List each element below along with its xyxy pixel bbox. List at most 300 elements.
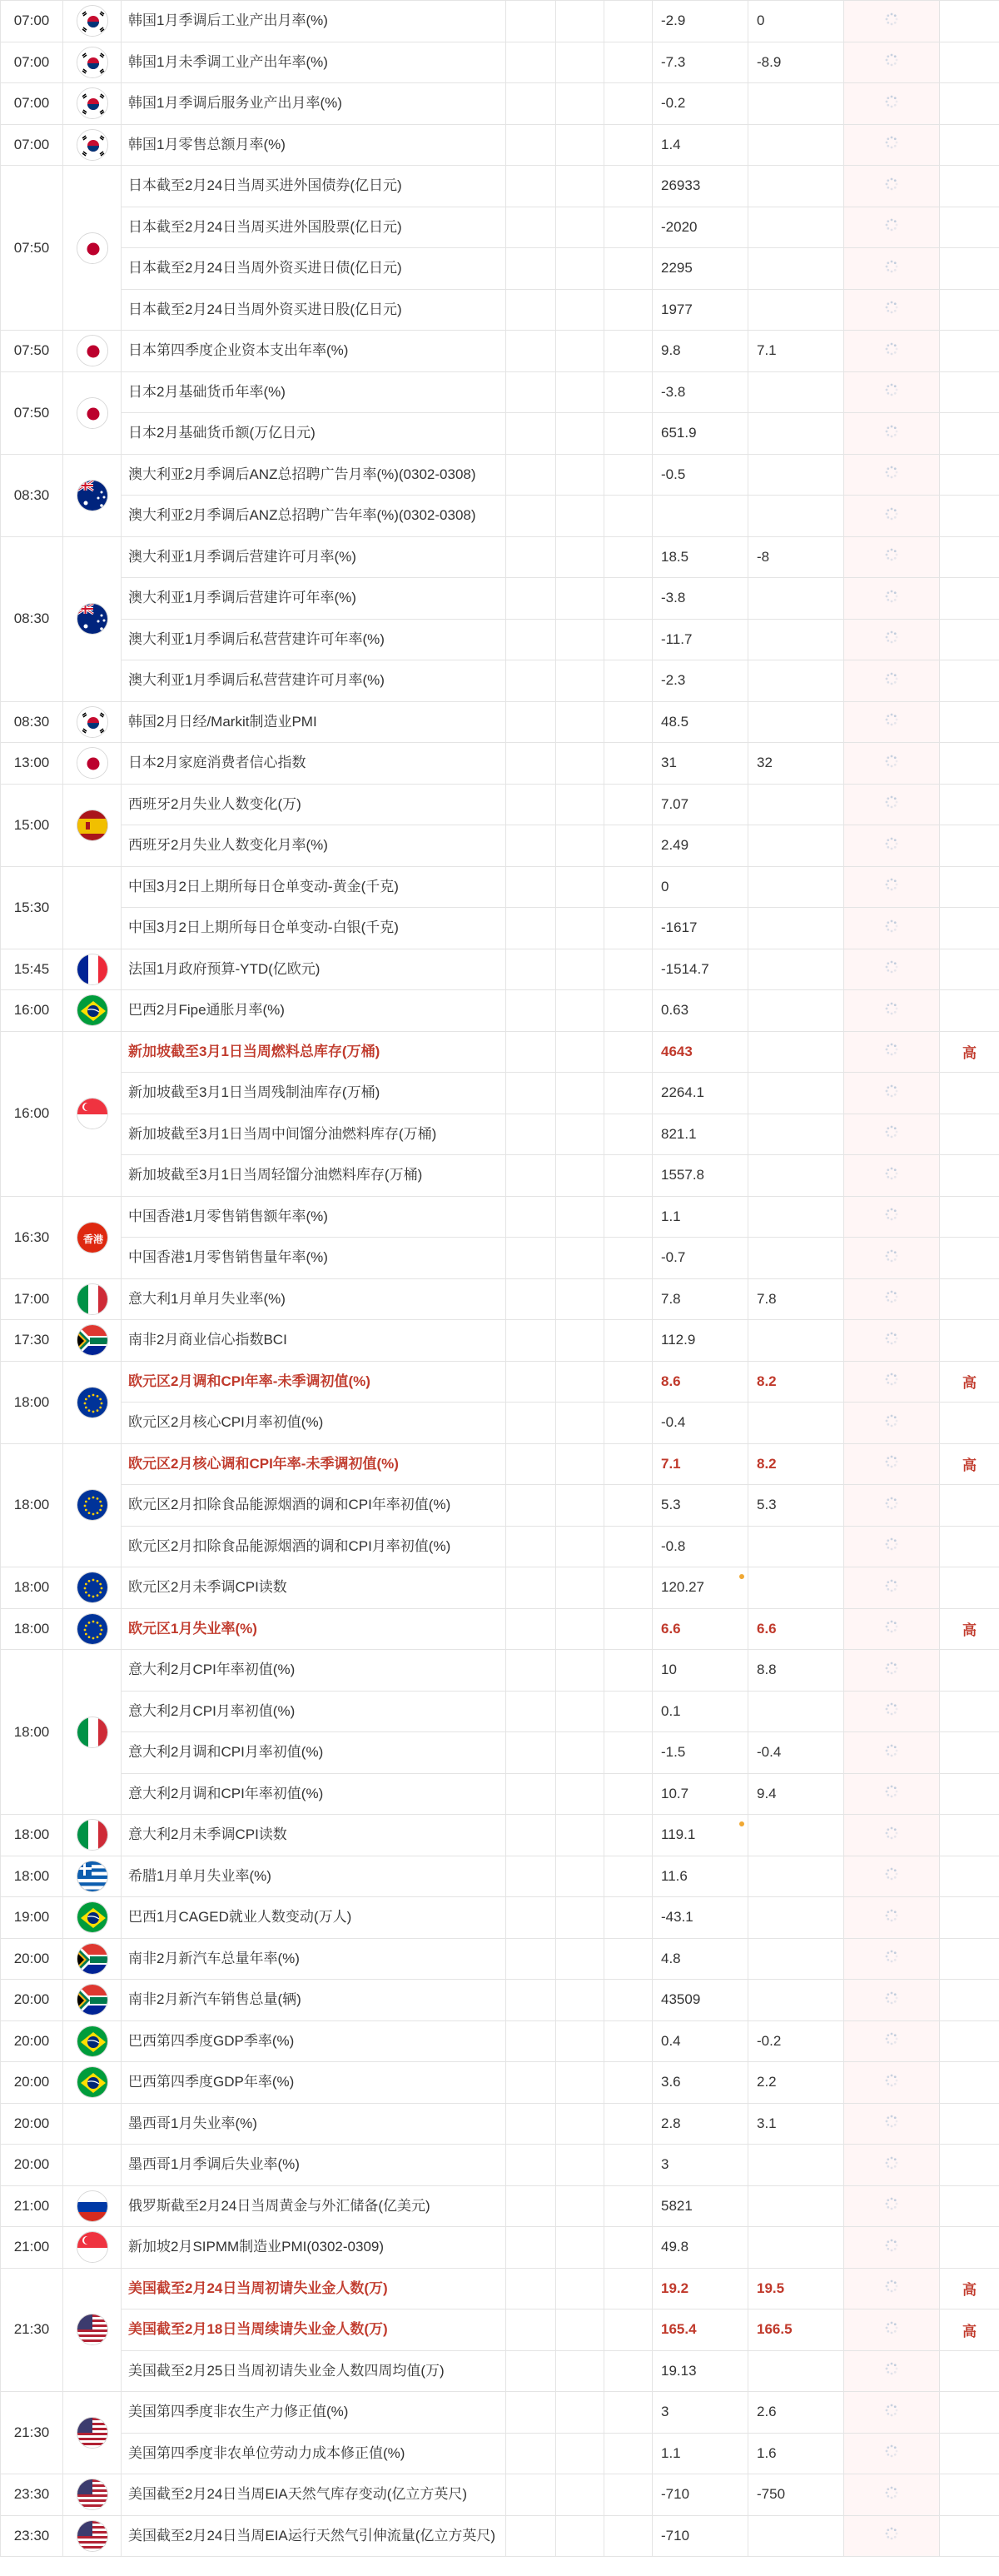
- status-cell: [506, 2392, 556, 2434]
- event-name[interactable]: 新加坡截至3月1日当周中间馏分油燃料库存(万桶): [122, 1114, 506, 1155]
- event-time: 20:00: [1, 2103, 63, 2145]
- status-cell: [506, 1073, 556, 1114]
- importance-badge: [940, 1773, 999, 1815]
- table-row: [1, 454, 999, 496]
- event-name[interactable]: 日本截至2月24日当周买进外国债券(亿日元): [122, 166, 506, 207]
- table-row: [1, 660, 999, 702]
- extra-cell: [556, 83, 604, 125]
- event-name[interactable]: 澳大利亚1月季调后营建许可月率(%): [122, 536, 506, 578]
- country-flag-cell: [63, 2020, 122, 2062]
- country-flag-cell: [63, 371, 122, 454]
- status-cell: [506, 1031, 556, 1073]
- event-name[interactable]: 欧元区2月调和CPI年率-未季调初值(%): [122, 1361, 506, 1403]
- prediction-cell[interactable]: [844, 83, 940, 125]
- event-name[interactable]: 意大利2月调和CPI月率初值(%): [122, 1732, 506, 1774]
- loading-spinner-icon: [883, 794, 900, 815]
- event-name[interactable]: 南非2月新汽车总量年率(%): [122, 1938, 506, 1980]
- event-name[interactable]: 韩国1月季调后服务业产出月率(%): [122, 83, 506, 125]
- prediction-cell[interactable]: [844, 1278, 940, 1320]
- prediction-cell[interactable]: [844, 2227, 940, 2269]
- prediction-cell[interactable]: [844, 166, 940, 207]
- prediction-cell[interactable]: [844, 1485, 940, 1527]
- previous-value: [653, 42, 748, 83]
- previous-value: [653, 166, 748, 207]
- previous-value-text: 651.9: [661, 425, 697, 441]
- event-name[interactable]: 中国香港1月零售销售额年率(%): [122, 1196, 506, 1238]
- extra-cell-2: [604, 42, 653, 83]
- prediction-cell[interactable]: [844, 2350, 940, 2392]
- prediction-cell[interactable]: [844, 1, 940, 42]
- loading-spinner-icon: [883, 1083, 900, 1104]
- previous-value-text: 7.07: [661, 795, 689, 812]
- importance-badge: [940, 1732, 999, 1774]
- prediction-cell[interactable]: [844, 2145, 940, 2186]
- status-cell: [506, 866, 556, 908]
- flag-united-states-icon: [77, 2520, 108, 2552]
- prediction-cell[interactable]: [844, 1608, 940, 1650]
- event-name[interactable]: 南非2月商业信心指数BCI: [122, 1320, 506, 1362]
- event-name[interactable]: 日本截至2月24日当周买进外国股票(亿日元): [122, 207, 506, 248]
- event-name[interactable]: 南非2月新汽车销售总量(辆): [122, 1980, 506, 2021]
- event-name[interactable]: 巴西1月CAGED就业人数变动(万人): [122, 1897, 506, 1939]
- forecast-value: 9.4: [748, 1773, 844, 1815]
- extra-cell: [556, 454, 604, 496]
- event-name[interactable]: 韩国1月未季调工业产出年率(%): [122, 42, 506, 83]
- extra-cell-2: [604, 207, 653, 248]
- previous-value: [653, 2185, 748, 2227]
- previous-value-text: -0.7: [661, 1249, 686, 1266]
- loading-spinner-icon: [883, 341, 900, 361]
- event-name[interactable]: 美国第四季度非农生产力修正值(%): [122, 2392, 506, 2434]
- extra-cell-2: [604, 1938, 653, 1980]
- forecast-value: [748, 496, 844, 537]
- event-name[interactable]: 西班牙2月失业人数变化(万): [122, 784, 506, 825]
- extra-cell: [556, 1238, 604, 1279]
- extra-cell: [556, 1485, 604, 1527]
- prediction-cell[interactable]: [844, 908, 940, 949]
- country-flag-cell: [63, 2145, 122, 2186]
- prediction-cell[interactable]: [844, 1114, 940, 1155]
- event-time: 21:00: [1, 2227, 63, 2269]
- prediction-cell[interactable]: [844, 2020, 940, 2062]
- importance-badge: [940, 536, 999, 578]
- previous-value-text: 112.9: [661, 1332, 696, 1348]
- country-flag-cell: [63, 1031, 122, 1196]
- loading-spinner-icon: [883, 1990, 900, 2010]
- flag-brazil-icon: [77, 2025, 108, 2057]
- previous-value: [653, 371, 748, 413]
- previous-value-text: 0.63: [661, 1002, 689, 1019]
- event-name[interactable]: 美国截至2月24日当周EIA运行天然气引伸流量(亿立方英尺): [122, 2515, 506, 2557]
- country-flag-cell: [63, 866, 122, 949]
- extra-cell-2: [604, 1815, 653, 1856]
- prediction-cell[interactable]: [844, 207, 940, 248]
- country-flag-cell: [63, 124, 122, 166]
- extra-cell-2: [604, 1856, 653, 1897]
- event-name[interactable]: 法国1月政府预算-YTD(亿欧元): [122, 949, 506, 990]
- previous-value: [653, 1485, 748, 1527]
- prediction-cell[interactable]: [844, 1980, 940, 2021]
- forecast-value: 6.6: [748, 1608, 844, 1650]
- status-cell: [506, 660, 556, 702]
- prediction-cell[interactable]: [844, 1443, 940, 1485]
- previous-value-text: 165.4: [661, 2321, 697, 2338]
- extra-cell: [556, 1938, 604, 1980]
- status-cell: [506, 2062, 556, 2104]
- prediction-cell[interactable]: [844, 42, 940, 83]
- loading-spinner-icon: [883, 1660, 900, 1681]
- status-cell: [506, 1980, 556, 2021]
- previous-value: [653, 1732, 748, 1774]
- status-cell: [506, 578, 556, 620]
- table-row: [1, 1031, 999, 1073]
- prediction-cell[interactable]: [844, 413, 940, 455]
- status-cell: [506, 1485, 556, 1527]
- prediction-cell[interactable]: [844, 949, 940, 990]
- extra-cell: [556, 660, 604, 702]
- status-cell: [506, 1155, 556, 1197]
- event-name[interactable]: 欧元区1月失业率(%): [122, 1608, 506, 1650]
- extra-cell: [556, 701, 604, 743]
- flag-eurozone-icon: [77, 1387, 108, 1418]
- flag-russia-icon: [77, 2190, 108, 2222]
- event-name[interactable]: 意大利2月调和CPI年率初值(%): [122, 1773, 506, 1815]
- event-name[interactable]: 美国截至2月25日当周初请失业金人数四周均值(万): [122, 2350, 506, 2392]
- prediction-cell[interactable]: [844, 536, 940, 578]
- prediction-cell[interactable]: [844, 1773, 940, 1815]
- prediction-cell[interactable]: [844, 1238, 940, 1279]
- forecast-value: [748, 1196, 844, 1238]
- prediction-cell[interactable]: [844, 1320, 940, 1362]
- prediction-cell[interactable]: [844, 1031, 940, 1073]
- event-name[interactable]: 美国截至2月24日当周EIA天然气库存变动(亿立方英尺): [122, 2474, 506, 2516]
- prediction-cell[interactable]: [844, 866, 940, 908]
- status-cell: [506, 2309, 556, 2351]
- previous-value-text: -2020: [661, 218, 698, 235]
- status-cell: [506, 743, 556, 785]
- prediction-cell[interactable]: [844, 1361, 940, 1403]
- status-cell: [506, 496, 556, 537]
- event-name[interactable]: 意大利1月单月失业率(%): [122, 1278, 506, 1320]
- prediction-cell[interactable]: [844, 990, 940, 1032]
- loading-spinner-icon: [883, 464, 900, 485]
- event-name[interactable]: 巴西2月Fipe通胀月率(%): [122, 990, 506, 1032]
- forecast-value: -750: [748, 2474, 844, 2516]
- previous-value: [653, 1403, 748, 1444]
- event-name[interactable]: 澳大利亚1月季调后营建许可年率(%): [122, 578, 506, 620]
- event-name[interactable]: 欧元区2月核心CPI月率初值(%): [122, 1403, 506, 1444]
- loading-spinner-icon: [883, 1825, 900, 1846]
- previous-value: [653, 1897, 748, 1939]
- previous-value: [653, 2103, 748, 2145]
- status-cell: [506, 331, 556, 372]
- loading-spinner-icon: [883, 1618, 900, 1639]
- prediction-cell[interactable]: [844, 1403, 940, 1444]
- forecast-value: [748, 2227, 844, 2269]
- country-flag-cell: [63, 2062, 122, 2104]
- event-time: 20:00: [1, 2145, 63, 2186]
- event-name[interactable]: 日本2月家庭消费者信心指数: [122, 743, 506, 785]
- extra-cell-2: [604, 1238, 653, 1279]
- status-cell: [506, 1567, 556, 1609]
- event-name[interactable]: 新加坡截至3月1日当周轻馏分油燃料库存(万桶): [122, 1155, 506, 1197]
- prediction-cell[interactable]: [844, 1856, 940, 1897]
- extra-cell-2: [604, 990, 653, 1032]
- previous-value-text: 2.8: [661, 2115, 681, 2131]
- extra-cell-2: [604, 949, 653, 990]
- importance-badge: [940, 207, 999, 248]
- loading-spinner-icon: [883, 217, 900, 237]
- table-row: [1, 1938, 999, 1980]
- loading-spinner-icon: [883, 711, 900, 732]
- importance-badge: [940, 1938, 999, 1980]
- event-name[interactable]: 美国截至2月18日当周续请失业金人数(万): [122, 2309, 506, 2351]
- prediction-cell[interactable]: [844, 248, 940, 290]
- event-name[interactable]: 新加坡截至3月1日当周燃料总库存(万桶): [122, 1031, 506, 1073]
- forecast-value: [748, 990, 844, 1032]
- event-name[interactable]: 韩国2月日经/Markit制造业PMI: [122, 701, 506, 743]
- prediction-cell[interactable]: [844, 1691, 940, 1732]
- table-row: [1, 1073, 999, 1114]
- flag-south-korea-icon: [77, 706, 108, 738]
- loading-spinner-icon: [883, 1783, 900, 1804]
- extra-cell-2: [604, 371, 653, 413]
- forecast-value: 32: [748, 743, 844, 785]
- previous-value-text: -1617: [661, 919, 698, 936]
- prediction-cell[interactable]: [844, 1526, 940, 1567]
- event-name[interactable]: 日本2月基础货币额(万亿日元): [122, 413, 506, 455]
- extra-cell: [556, 1443, 604, 1485]
- table-row: [1, 1773, 999, 1815]
- extra-cell-2: [604, 2145, 653, 2186]
- prediction-cell[interactable]: [844, 371, 940, 413]
- forecast-value: 19.5: [748, 2268, 844, 2309]
- prediction-cell[interactable]: [844, 2474, 940, 2516]
- event-time: 17:30: [1, 1320, 63, 1362]
- importance-badge: [940, 2515, 999, 2557]
- event-name[interactable]: 韩国1月零售总额月率(%): [122, 124, 506, 166]
- previous-value: [653, 2268, 748, 2309]
- importance-badge: [940, 949, 999, 990]
- prediction-cell[interactable]: [844, 289, 940, 331]
- prediction-cell[interactable]: [844, 1567, 940, 1609]
- extra-cell: [556, 42, 604, 83]
- table-row: [1, 2392, 999, 2434]
- event-name[interactable]: 澳大利亚2月季调后ANZ总招聘广告年率(%)(0302-0308): [122, 496, 506, 537]
- event-time: 18:00: [1, 1608, 63, 1650]
- table-row: [1, 949, 999, 990]
- event-time: 15:00: [1, 784, 63, 866]
- previous-value-text: 3: [661, 2404, 669, 2420]
- event-name[interactable]: 意大利2月CPI年率初值(%): [122, 1650, 506, 1692]
- importance-badge: [940, 248, 999, 290]
- forecast-value: [748, 289, 844, 331]
- event-name[interactable]: 澳大利亚2月季调后ANZ总招聘广告月率(%)(0302-0308): [122, 454, 506, 496]
- event-name[interactable]: 欧元区2月扣除食品能源烟酒的调和CPI月率初值(%): [122, 1526, 506, 1567]
- event-name[interactable]: 欧元区2月核心调和CPI年率-未季调初值(%): [122, 1443, 506, 1485]
- previous-value-text: 18.5: [661, 548, 689, 565]
- table-row: [1, 908, 999, 949]
- flag-south-korea-icon: [77, 87, 108, 119]
- country-flag-cell: [63, 990, 122, 1032]
- event-name[interactable]: 日本2月基础货币年率(%): [122, 371, 506, 413]
- flag-united-states-icon: [77, 2479, 108, 2510]
- event-name[interactable]: 日本截至2月24日当周外资买进日债(亿日元): [122, 248, 506, 290]
- previous-value-text: 1557.8: [661, 1167, 704, 1183]
- country-flag-cell: [63, 2268, 122, 2392]
- country-flag-cell: [63, 2392, 122, 2474]
- extra-cell: [556, 2474, 604, 2516]
- previous-value: [653, 660, 748, 702]
- country-flag-cell: [63, 1856, 122, 1897]
- previous-value: [653, 1526, 748, 1567]
- forecast-value: [748, 1526, 844, 1567]
- previous-value-text: 48.5: [661, 713, 689, 730]
- loading-spinner-icon: [883, 1948, 900, 1969]
- prediction-cell[interactable]: [844, 578, 940, 620]
- prediction-cell[interactable]: [844, 1897, 940, 1939]
- previous-value: [653, 536, 748, 578]
- prediction-cell[interactable]: [844, 454, 940, 496]
- importance-badge: [940, 2227, 999, 2269]
- table-row: [1, 743, 999, 785]
- event-name[interactable]: 澳大利亚1月季调后私营营建许可月率(%): [122, 660, 506, 702]
- event-name[interactable]: 巴西第四季度GDP季率(%): [122, 2020, 506, 2062]
- prediction-cell[interactable]: [844, 2062, 940, 2104]
- event-name[interactable]: 欧元区2月扣除食品能源烟酒的调和CPI年率初值(%): [122, 1485, 506, 1527]
- prediction-cell[interactable]: [844, 2392, 940, 2434]
- event-time: 20:00: [1, 2062, 63, 2104]
- event-time: 07:50: [1, 371, 63, 454]
- loading-spinner-icon: [883, 1248, 900, 1268]
- prediction-cell[interactable]: [844, 660, 940, 702]
- status-cell: [506, 1403, 556, 1444]
- event-name[interactable]: 日本第四季度企业资本支出年率(%): [122, 331, 506, 372]
- prediction-cell[interactable]: [844, 2185, 940, 2227]
- loading-spinner-icon: [883, 2237, 900, 2258]
- status-cell: [506, 1650, 556, 1692]
- previous-value-text: 1.1: [661, 1208, 681, 1224]
- prediction-cell[interactable]: [844, 1650, 940, 1692]
- table-row: [1, 289, 999, 331]
- extra-cell-2: [604, 2185, 653, 2227]
- status-cell: [506, 1278, 556, 1320]
- event-name[interactable]: 意大利2月未季调CPI读数: [122, 1815, 506, 1856]
- loading-spinner-icon: [883, 2030, 900, 2051]
- forecast-value: 8.8: [748, 1650, 844, 1692]
- event-name[interactable]: 欧元区2月未季调CPI读数: [122, 1567, 506, 1609]
- importance-badge: [940, 1403, 999, 1444]
- extra-cell-2: [604, 2020, 653, 2062]
- prediction-cell[interactable]: [844, 2103, 940, 2145]
- event-name[interactable]: 澳大利亚1月季调后私营营建许可年率(%): [122, 619, 506, 660]
- previous-value: [653, 2433, 748, 2474]
- previous-value: [653, 2145, 748, 2186]
- event-name[interactable]: 中国香港1月零售销售量年率(%): [122, 1238, 506, 1279]
- event-time: 07:00: [1, 1, 63, 42]
- importance-badge: [940, 2062, 999, 2104]
- previous-value-text: 2295: [661, 260, 693, 277]
- country-flag-cell: [63, 454, 122, 536]
- event-time: 19:00: [1, 1897, 63, 1939]
- prediction-cell[interactable]: [844, 701, 940, 743]
- prediction-cell[interactable]: [844, 2433, 940, 2474]
- event-name[interactable]: 美国截至2月24日当周初请失业金人数(万): [122, 2268, 506, 2309]
- prediction-cell[interactable]: [844, 1815, 940, 1856]
- event-name[interactable]: 希腊1月单月失业率(%): [122, 1856, 506, 1897]
- prediction-cell[interactable]: [844, 2309, 940, 2351]
- table-row: [1, 1815, 999, 1856]
- extra-cell: [556, 371, 604, 413]
- flag-italy-icon: [77, 1283, 108, 1315]
- prediction-cell[interactable]: [844, 743, 940, 785]
- event-time: 18:00: [1, 1443, 63, 1567]
- extra-cell-2: [604, 2103, 653, 2145]
- loading-spinner-icon: [883, 1288, 900, 1309]
- status-cell: [506, 784, 556, 825]
- prediction-cell[interactable]: [844, 1938, 940, 1980]
- status-cell: [506, 2515, 556, 2557]
- event-name[interactable]: 意大利2月CPI月率初值(%): [122, 1691, 506, 1732]
- importance-badge: [940, 1073, 999, 1114]
- prediction-cell[interactable]: [844, 784, 940, 825]
- event-name[interactable]: 新加坡截至3月1日当周残制油库存(万桶): [122, 1073, 506, 1114]
- previous-value: [653, 289, 748, 331]
- status-cell: [506, 42, 556, 83]
- event-name[interactable]: 墨西哥1月季调后失业率(%): [122, 2145, 506, 2186]
- extra-cell-2: [604, 248, 653, 290]
- event-name[interactable]: 中国3月2日上期所每日仓单变动-白银(千克): [122, 908, 506, 949]
- event-name[interactable]: 墨西哥1月失业率(%): [122, 2103, 506, 2145]
- event-name[interactable]: 美国第四季度非农单位劳动力成本修正值(%): [122, 2433, 506, 2474]
- event-name[interactable]: 日本截至2月24日当周外资买进日股(亿日元): [122, 289, 506, 331]
- forecast-value: [748, 908, 844, 949]
- prediction-cell[interactable]: [844, 825, 940, 867]
- previous-value: [653, 1238, 748, 1279]
- event-name[interactable]: 西班牙2月失业人数变化月率(%): [122, 825, 506, 867]
- status-cell: [506, 1526, 556, 1567]
- prediction-cell[interactable]: [844, 2268, 940, 2309]
- event-name[interactable]: 韩国1月季调后工业产出月率(%): [122, 1, 506, 42]
- prediction-cell[interactable]: [844, 1196, 940, 1238]
- prediction-cell[interactable]: [844, 1073, 940, 1114]
- flag-eurozone-icon: [77, 1489, 108, 1521]
- prediction-cell[interactable]: [844, 1155, 940, 1197]
- previous-value-text: -0.4: [661, 1414, 686, 1431]
- extra-cell-2: [604, 496, 653, 537]
- event-name[interactable]: 新加坡2月SIPMM制造业PMI(0302-0309): [122, 2227, 506, 2269]
- status-cell: [506, 1238, 556, 1279]
- event-name[interactable]: 中国3月2日上期所每日仓单变动-黄金(千克): [122, 866, 506, 908]
- importance-badge: [940, 1691, 999, 1732]
- country-flag-cell: [63, 743, 122, 785]
- prediction-cell[interactable]: [844, 1732, 940, 1774]
- flag-south-africa-icon: [77, 1943, 108, 1975]
- previous-value: [653, 248, 748, 290]
- prediction-cell[interactable]: [844, 331, 940, 372]
- prediction-cell[interactable]: [844, 496, 940, 537]
- forecast-value: -8: [748, 536, 844, 578]
- event-name[interactable]: 巴西第四季度GDP年率(%): [122, 2062, 506, 2104]
- event-time: 20:00: [1, 1980, 63, 2021]
- prediction-cell[interactable]: [844, 619, 940, 660]
- extra-cell: [556, 990, 604, 1032]
- event-name[interactable]: 俄罗斯截至2月24日当周黄金与外汇储备(亿美元): [122, 2185, 506, 2227]
- importance-badge: 高: [940, 2268, 999, 2309]
- prediction-cell[interactable]: [844, 2515, 940, 2557]
- loading-spinner-icon: [883, 1206, 900, 1227]
- prediction-cell[interactable]: [844, 124, 940, 166]
